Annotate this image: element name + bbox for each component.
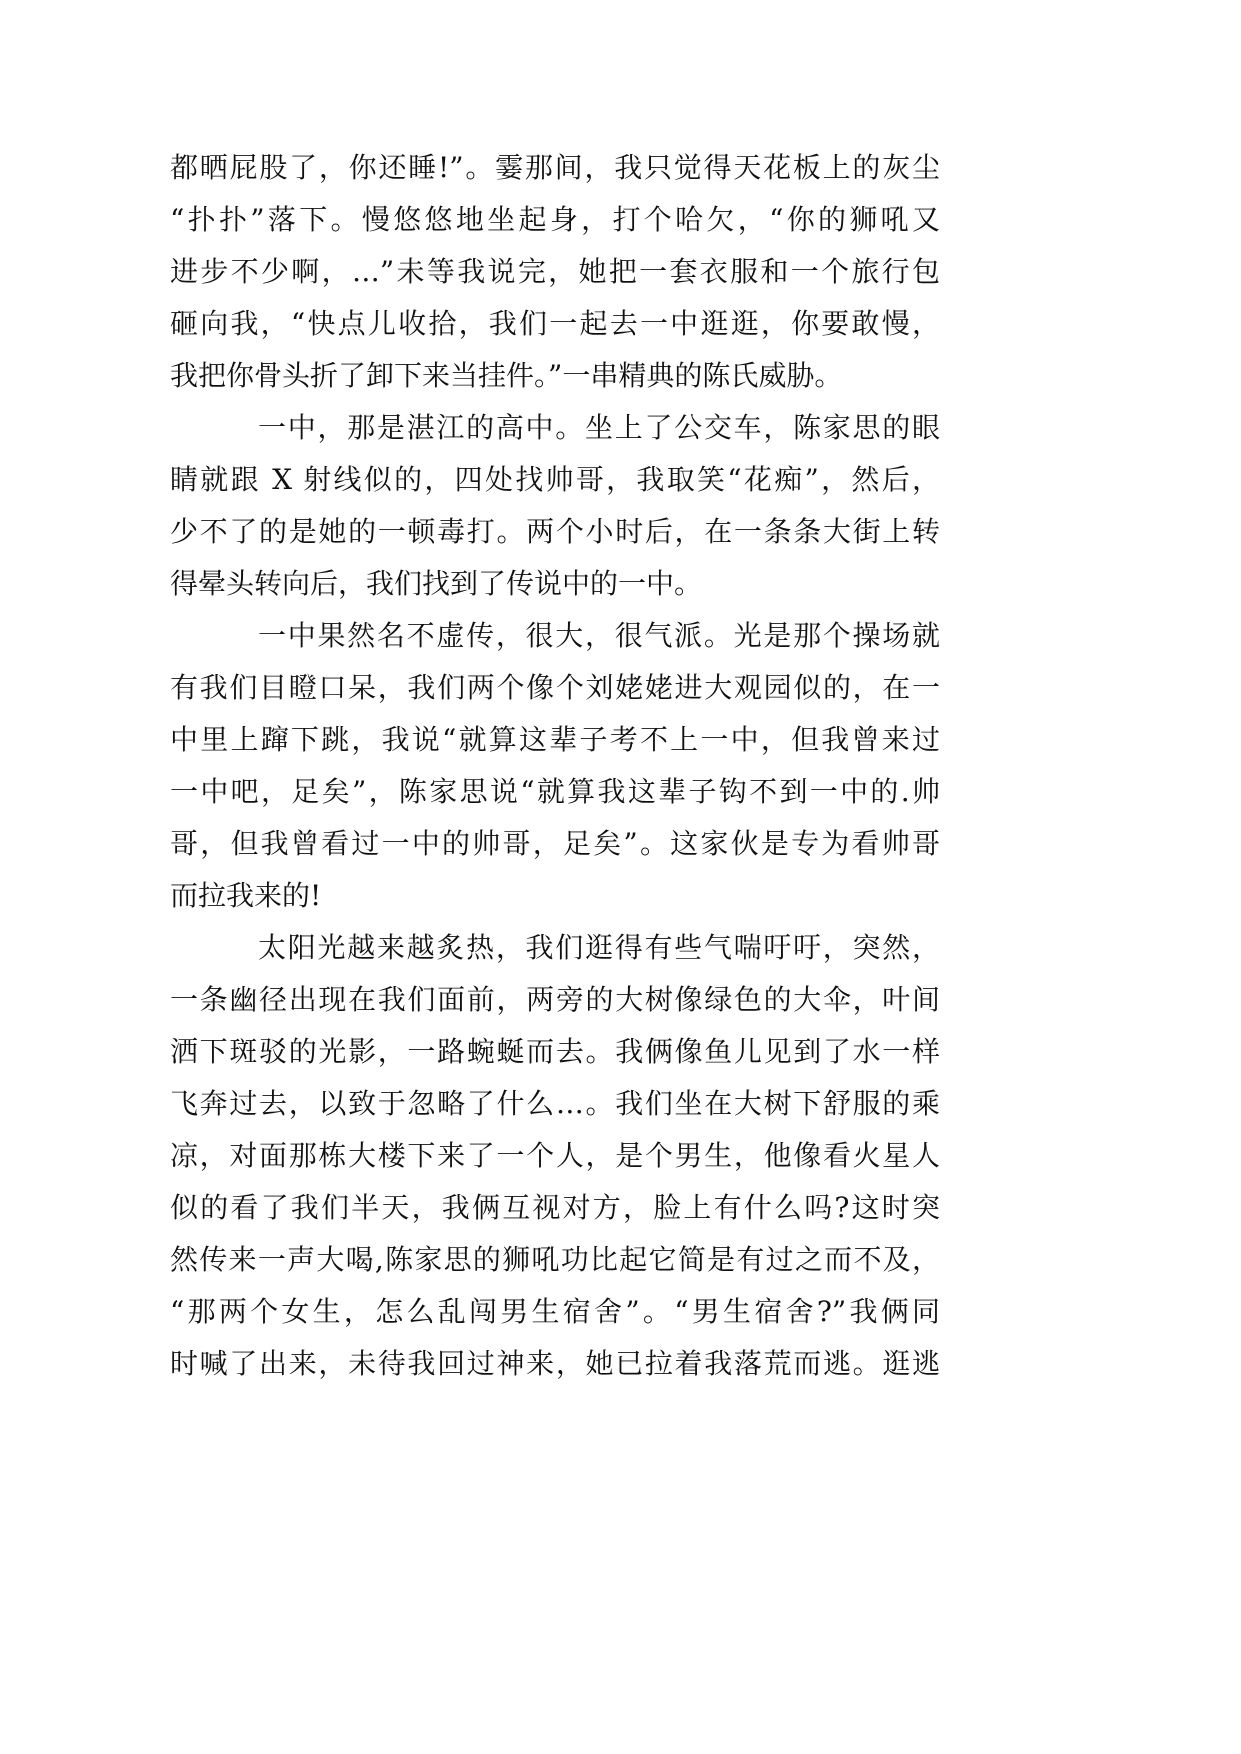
paragraph: [170, 142, 940, 402]
text-line: “扑扑”落下。慢悠悠地坐起身，打个哈欠，“你的狮吼又: [170, 203, 940, 236]
paragraph: [170, 610, 940, 922]
text-line: 中里上蹿下跳，我说“就算这辈子考不上一中，但我曾来过: [170, 723, 940, 756]
text-line: “那两个女生，怎么乱闯男生宿舍”。“男生宿舍?”我俩同: [170, 1295, 940, 1328]
paragraph: [170, 922, 940, 1390]
text-line: 少不了的是她的一顿毒打。两个小时后，在一条条大街上转: [170, 515, 940, 548]
text-line: 而拉我来的!: [170, 879, 322, 912]
text-line: 飞奔过去，以致于忽略了什么…。我们坐在大树下舒服的乘: [170, 1087, 940, 1120]
text-line: 一条幽径出现在我们面前，两旁的大树像绿色的大伞，叶间: [170, 983, 940, 1016]
text-line: 一中，那是湛江的高中。坐上了公交车，陈家思的眼: [258, 411, 940, 444]
text-line: 有我们目瞪口呆，我们两个像个刘姥姥进大观园似的，在一: [170, 671, 940, 704]
text-line: 得晕头转向后，我们找到了传说中的一中。: [170, 567, 703, 600]
text-line: 凉，对面那栋大楼下来了一个人，是个男生，他像看火星人: [170, 1139, 940, 1172]
text-line: 砸向我，“快点儿收拾，我们一起去一中逛逛，你要敢慢，: [170, 307, 940, 340]
text-line: 都晒屁股了，你还睡!”。霎那间，我只觉得天花板上的灰尘: [170, 151, 940, 184]
text-line: 进步不少啊，…”未等我说完，她把一套衣服和一个旅行包: [170, 255, 940, 288]
text-line: 太阳光越来越炙热，我们逛得有些气喘吁吁，突然，: [258, 931, 940, 964]
text-line: 一中果然名不虚传，很大，很气派。光是那个操场就: [258, 619, 940, 652]
text-line: 我把你骨头折了卸下来当挂件。”一串精典的陈氏威胁。: [170, 359, 843, 392]
text-line: 时喊了出来，未待我回过神来，她已拉着我落荒而逃。逛逃: [170, 1347, 940, 1380]
text-line: 洒下斑驳的光影，一路蜿蜒而去。我俩像鱼儿见到了水一样: [170, 1035, 940, 1068]
body-text: [170, 142, 940, 1390]
text-line: 一中吧，足矣”，陈家思说“就算我这辈子钩不到一中的.帅: [170, 775, 940, 808]
text-line: 似的看了我们半天，我俩互视对方，脸上有什么吗?这时突: [170, 1191, 940, 1224]
text-line: 然传来一声大喝,陈家思的狮吼功比起它简是有过之而不及，: [170, 1243, 940, 1276]
text-line: 哥，但我曾看过一中的帅哥，足矣”。这家伙是专为看帅哥: [170, 827, 940, 860]
paragraph: [170, 402, 940, 610]
text-line: 睛就跟 X 射线似的，四处找帅哥，我取笑“花痴”，然后，: [170, 463, 940, 496]
